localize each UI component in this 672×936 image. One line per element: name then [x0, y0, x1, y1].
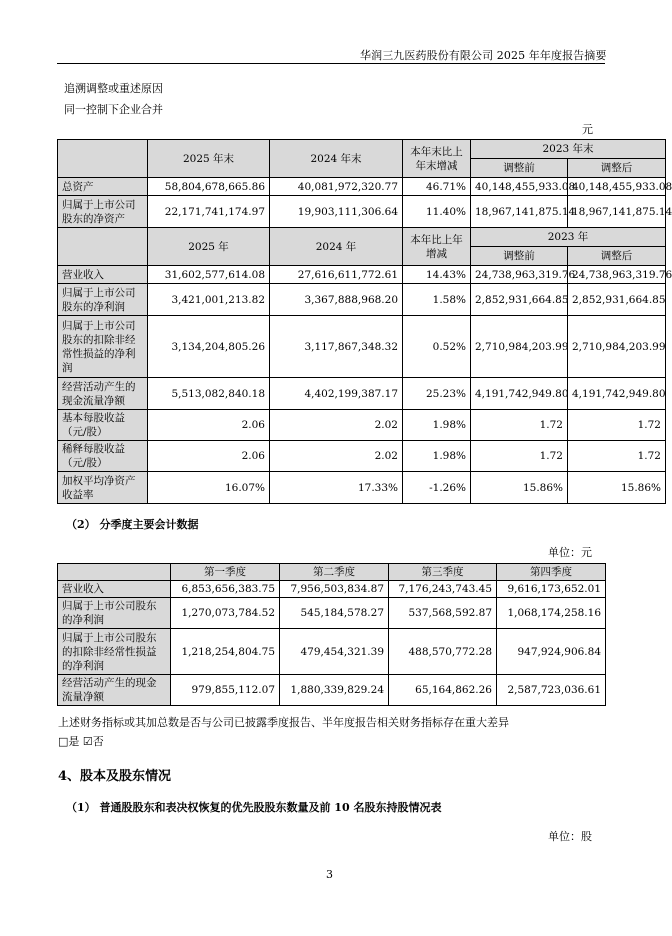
cell: 2,710,984,203.99 — [471, 316, 568, 378]
row-label: 归属于上市公司股东的扣除非经常性损益的净利润 — [58, 629, 171, 675]
cell: 18,967,141,875.14 — [471, 196, 568, 228]
row-label: 经营活动产生的现金流量净额 — [58, 378, 148, 410]
col-before: 调整前 — [471, 247, 568, 266]
corner-cell — [58, 564, 171, 581]
cell: 3,367,888,968.20 — [270, 284, 403, 316]
cell: 11.40% — [403, 196, 471, 228]
col-before: 调整前 — [471, 159, 568, 178]
row-label: 加权平均净资产收益率 — [58, 472, 148, 504]
cell: 1,880,339,829.24 — [280, 675, 389, 706]
cell: 2.02 — [270, 441, 403, 472]
restatement-reason-label: 追溯调整或重述原因 — [64, 82, 163, 95]
corner-cell — [58, 228, 148, 266]
col-q1: 第一季度 — [171, 564, 280, 581]
row-label: 归属于上市公司股东的净利润 — [58, 284, 148, 316]
table-row — [58, 266, 666, 284]
header-rule — [57, 63, 605, 64]
quarterly-table — [57, 563, 606, 706]
restatement-reason-value: 同一控制下企业合并 — [64, 103, 163, 116]
table-row — [58, 598, 606, 629]
cell: 1.72 — [471, 441, 568, 472]
cell: 0.52% — [403, 316, 471, 378]
table2-unit: 单位：元 — [548, 546, 592, 559]
cell: 1,218,254,804.75 — [171, 629, 280, 675]
discrepancy-note: 上述财务指标或其加总数是否与公司已披露季度报告、半年度报告相关财务指标存在重大差异 — [58, 716, 509, 729]
cell: 19,903,111,306.64 — [270, 196, 403, 228]
page-header: 华润三九医药股份有限公司 2025 年年度报告摘要 — [360, 49, 607, 62]
cell: 25.23% — [403, 378, 471, 410]
page-number: 3 — [326, 868, 333, 881]
row-label: 经营活动产生的现金流量净额 — [58, 675, 171, 706]
cell: 1.98% — [403, 441, 471, 472]
col-2023: 2023 年 — [471, 228, 666, 247]
cell: 2,587,723,036.61 — [497, 675, 606, 706]
cell: 1,068,174,258.16 — [497, 598, 606, 629]
col-change-end: 本年末比上年末增减 — [403, 140, 471, 178]
cell: 46.71% — [403, 178, 471, 196]
cell: 24,738,963,319.76 — [568, 266, 666, 284]
shareholders-section-heading: 4、股本及股东情况 — [58, 769, 172, 784]
cell: 16.07% — [148, 472, 270, 504]
cell: 479,454,321.39 — [280, 629, 389, 675]
corner-cell — [58, 140, 148, 178]
cell: 15.86% — [471, 472, 568, 504]
cell: 488,570,772.28 — [389, 629, 497, 675]
cell: 7,956,503,834.87 — [280, 581, 389, 598]
table-row — [58, 316, 666, 378]
cell: 2,852,931,664.85 — [471, 284, 568, 316]
cell: 65,164,862.26 — [389, 675, 497, 706]
table-row — [58, 196, 666, 228]
cell: 2,852,931,664.85 — [568, 284, 666, 316]
cell: 1.72 — [568, 410, 666, 441]
discrepancy-choice: □是 ☑否 — [58, 735, 104, 748]
table-row — [58, 410, 666, 441]
cell: 979,855,112.07 — [171, 675, 280, 706]
quarterly-section-title: （2） 分季度主要会计数据 — [66, 518, 199, 531]
cell: 545,184,578.27 — [280, 598, 389, 629]
cell: 2,710,984,203.99 — [568, 316, 666, 378]
cell: 40,081,972,320.77 — [270, 178, 403, 196]
col-after: 调整后 — [568, 159, 666, 178]
table-row — [58, 284, 666, 316]
col-2024: 2024 年 — [270, 228, 403, 266]
cell: 40,148,455,933.08 — [471, 178, 568, 196]
table1-unit: 元 — [582, 123, 593, 136]
col-after: 调整后 — [568, 247, 666, 266]
cell: 22,171,741,174.97 — [148, 196, 270, 228]
col-2025-end: 2025 年末 — [148, 140, 270, 178]
cell: 537,568,592.87 — [389, 598, 497, 629]
cell: 1.98% — [403, 410, 471, 441]
cell: 3,134,204,805.26 — [148, 316, 270, 378]
col-change: 本年比上年增减 — [403, 228, 471, 266]
cell: 5,513,082,840.18 — [148, 378, 270, 410]
cell: 17.33% — [270, 472, 403, 504]
table-row — [58, 581, 606, 598]
cell: 15.86% — [568, 472, 666, 504]
col-2023-end: 2023 年末 — [471, 140, 666, 159]
table-row — [58, 472, 666, 504]
cell: 1.58% — [403, 284, 471, 316]
key-financials-table — [57, 139, 672, 504]
shareholders-unit: 单位：股 — [548, 830, 592, 843]
col-2024-end: 2024 年末 — [270, 140, 403, 178]
cell: 27,616,611,772.61 — [270, 266, 403, 284]
row-label: 稀释每股收益（元/股） — [58, 441, 148, 472]
cell: 18,967,141,875.14 — [568, 196, 666, 228]
cell: 2.02 — [270, 410, 403, 441]
cell: 31,602,577,614.08 — [148, 266, 270, 284]
row-label: 归属于上市公司股东的净利润 — [58, 598, 171, 629]
cell: 3,421,001,213.82 — [148, 284, 270, 316]
cell: 58,804,678,665.86 — [148, 178, 270, 196]
cell: 947,924,906.84 — [497, 629, 606, 675]
table-row — [58, 378, 666, 410]
cell: 4,402,199,387.17 — [270, 378, 403, 410]
col-q3: 第三季度 — [389, 564, 497, 581]
cell: 4,191,742,949.80 — [471, 378, 568, 410]
cell: 1,270,073,784.52 — [171, 598, 280, 629]
cell: 9,616,173,652.01 — [497, 581, 606, 598]
row-label: 营业收入 — [58, 581, 171, 598]
cell: 2.06 — [148, 410, 270, 441]
table-row — [58, 441, 666, 472]
row-label: 归属于上市公司股东的净资产 — [58, 196, 148, 228]
row-label: 营业收入 — [58, 266, 148, 284]
cell: 40,148,455,933.08 — [568, 178, 666, 196]
row-label: 归属于上市公司股东的扣除非经常性损益的净利润 — [58, 316, 148, 378]
col-q2: 第二季度 — [280, 564, 389, 581]
col-2025: 2025 年 — [148, 228, 270, 266]
table-row — [58, 675, 606, 706]
row-label: 总资产 — [58, 178, 148, 196]
cell: 7,176,243,743.45 — [389, 581, 497, 598]
table-row — [58, 629, 606, 675]
cell: 1.72 — [471, 410, 568, 441]
cell: 3,117,867,348.32 — [270, 316, 403, 378]
cell: 6,853,656,383.75 — [171, 581, 280, 598]
col-q4: 第四季度 — [497, 564, 606, 581]
cell: 24,738,963,319.76 — [471, 266, 568, 284]
cell: 2.06 — [148, 441, 270, 472]
row-label: 基本每股收益（元/股） — [58, 410, 148, 441]
shareholders-subsection-title: （1） 普通股股东和表决权恢复的优先股股东数量及前 10 名股东持股情况表 — [66, 801, 442, 814]
cell: 4,191,742,949.80 — [568, 378, 666, 410]
cell: -1.26% — [403, 472, 471, 504]
cell: 1.72 — [568, 441, 666, 472]
cell: 14.43% — [403, 266, 471, 284]
table-row — [58, 178, 666, 196]
